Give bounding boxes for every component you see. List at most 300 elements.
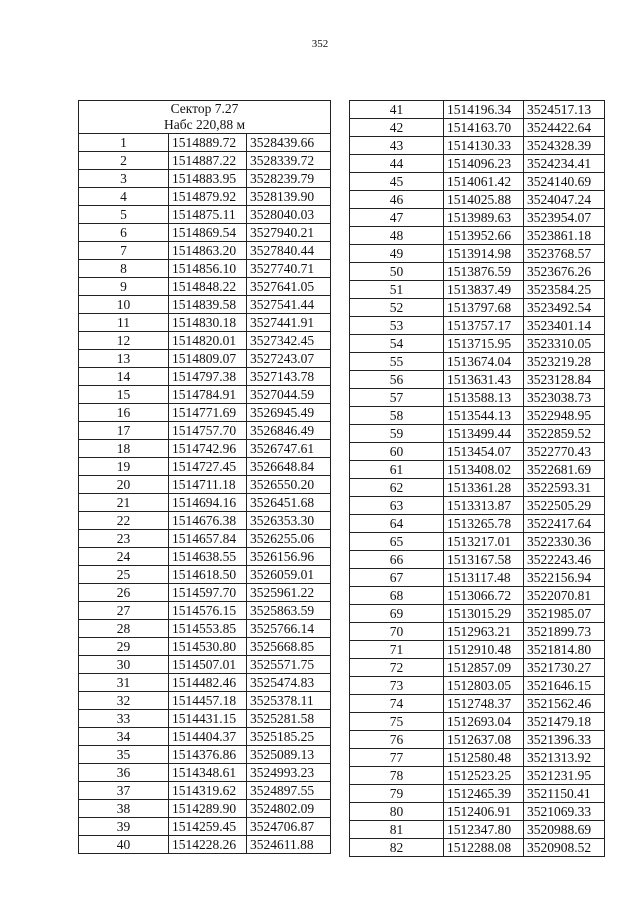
x-coordinate: 1512637.08: [444, 731, 524, 749]
y-coordinate: 3523676.26: [524, 263, 605, 281]
x-coordinate: 1514809.07: [169, 350, 247, 368]
y-coordinate: 3528239.79: [247, 170, 331, 188]
y-coordinate: 3525474.83: [247, 674, 331, 692]
y-coordinate: 3527342.45: [247, 332, 331, 350]
table-row: [350, 317, 605, 335]
point-number: 1: [79, 134, 169, 152]
x-coordinate: 1514784.91: [169, 386, 247, 404]
x-coordinate: 1514061.42: [444, 173, 524, 191]
x-coordinate: 1513499.44: [444, 425, 524, 443]
table-row: [79, 332, 331, 350]
table-body-right: [350, 101, 605, 857]
table-row: [350, 119, 605, 137]
y-coordinate: 3522505.29: [524, 497, 605, 515]
x-coordinate: 1514879.92: [169, 188, 247, 206]
x-coordinate: 1513454.07: [444, 443, 524, 461]
y-coordinate: 3522156.94: [524, 569, 605, 587]
y-coordinate: 3523128.84: [524, 371, 605, 389]
point-number: 73: [350, 677, 444, 695]
y-coordinate: 3526353.30: [247, 512, 331, 530]
x-coordinate: 1514348.61: [169, 764, 247, 782]
y-coordinate: 3523861.18: [524, 227, 605, 245]
x-coordinate: 1514757.70: [169, 422, 247, 440]
coordinates-table-left: [78, 100, 331, 854]
table-row: [350, 335, 605, 353]
x-coordinate: 1513167.58: [444, 551, 524, 569]
point-number: 6: [79, 224, 169, 242]
table-row: [350, 659, 605, 677]
table-row: [350, 209, 605, 227]
x-coordinate: 1513674.04: [444, 353, 524, 371]
table-row: [350, 731, 605, 749]
x-coordinate: 1514289.90: [169, 800, 247, 818]
y-coordinate: 3527840.44: [247, 242, 331, 260]
x-coordinate: 1513715.95: [444, 335, 524, 353]
point-number: 70: [350, 623, 444, 641]
table-row: [79, 530, 331, 548]
x-coordinate: 1513837.49: [444, 281, 524, 299]
table-row: [79, 494, 331, 512]
x-coordinate: 1514196.34: [444, 101, 524, 119]
x-coordinate: 1513797.68: [444, 299, 524, 317]
y-coordinate: 3521069.33: [524, 803, 605, 821]
table-row: [350, 173, 605, 191]
y-coordinate: 3527641.05: [247, 278, 331, 296]
y-coordinate: 3522593.31: [524, 479, 605, 497]
y-coordinate: 3526945.49: [247, 404, 331, 422]
x-coordinate: 1513265.78: [444, 515, 524, 533]
table-row: [79, 602, 331, 620]
point-number: 68: [350, 587, 444, 605]
point-number: 34: [79, 728, 169, 746]
point-number: 50: [350, 263, 444, 281]
point-number: 60: [350, 443, 444, 461]
x-coordinate: 1512910.48: [444, 641, 524, 659]
x-coordinate: 1514597.70: [169, 584, 247, 602]
point-number: 76: [350, 731, 444, 749]
point-number: 40: [79, 836, 169, 854]
x-coordinate: 1514771.69: [169, 404, 247, 422]
table-row: [350, 623, 605, 641]
point-number: 79: [350, 785, 444, 803]
x-coordinate: 1514638.55: [169, 548, 247, 566]
point-number: 36: [79, 764, 169, 782]
y-coordinate: 3526846.49: [247, 422, 331, 440]
y-coordinate: 3523401.14: [524, 317, 605, 335]
x-coordinate: 1514657.84: [169, 530, 247, 548]
x-coordinate: 1513313.87: [444, 497, 524, 515]
x-coordinate: 1514404.37: [169, 728, 247, 746]
sector-height: Набс 220,88 м: [163, 117, 246, 132]
table-row: [350, 605, 605, 623]
x-coordinate: 1513066.72: [444, 587, 524, 605]
y-coordinate: 3523219.28: [524, 353, 605, 371]
x-coordinate: 1513544.13: [444, 407, 524, 425]
x-coordinate: 1513588.13: [444, 389, 524, 407]
point-number: 18: [79, 440, 169, 458]
point-number: 33: [79, 710, 169, 728]
point-number: 9: [79, 278, 169, 296]
x-coordinate: 1514530.80: [169, 638, 247, 656]
y-coordinate: 3522770.43: [524, 443, 605, 461]
x-coordinate: 1514887.22: [169, 152, 247, 170]
table-row: [350, 839, 605, 857]
x-coordinate: 1513408.02: [444, 461, 524, 479]
x-coordinate: 1512748.37: [444, 695, 524, 713]
point-number: 25: [79, 566, 169, 584]
y-coordinate: 3523768.57: [524, 245, 605, 263]
y-coordinate: 3524802.09: [247, 800, 331, 818]
y-coordinate: 3527243.07: [247, 350, 331, 368]
point-number: 59: [350, 425, 444, 443]
sector-header: [79, 101, 331, 134]
table-row: [79, 188, 331, 206]
point-number: 75: [350, 713, 444, 731]
coordinates-table-right: [349, 100, 605, 857]
point-number: 23: [79, 530, 169, 548]
y-coordinate: 3522417.64: [524, 515, 605, 533]
point-number: 52: [350, 299, 444, 317]
point-number: 63: [350, 497, 444, 515]
table-row: [79, 800, 331, 818]
y-coordinate: 3527940.21: [247, 224, 331, 242]
table-row: [350, 245, 605, 263]
table-row: [350, 443, 605, 461]
x-coordinate: 1514856.10: [169, 260, 247, 278]
x-coordinate: 1512857.09: [444, 659, 524, 677]
point-number: 69: [350, 605, 444, 623]
table-row: [350, 425, 605, 443]
point-number: 46: [350, 191, 444, 209]
x-coordinate: 1512803.05: [444, 677, 524, 695]
point-number: 24: [79, 548, 169, 566]
x-coordinate: 1514576.15: [169, 602, 247, 620]
x-coordinate: 1514869.54: [169, 224, 247, 242]
y-coordinate: 3522681.69: [524, 461, 605, 479]
y-coordinate: 3527441.91: [247, 314, 331, 332]
table-row: [350, 407, 605, 425]
table-row: [350, 227, 605, 245]
x-coordinate: 1514883.95: [169, 170, 247, 188]
y-coordinate: 3525281.58: [247, 710, 331, 728]
y-coordinate: 3521150.41: [524, 785, 605, 803]
y-coordinate: 3527143.78: [247, 368, 331, 386]
table-body-left: [79, 134, 331, 854]
table-row: [350, 551, 605, 569]
table-row: [79, 836, 331, 854]
y-coordinate: 3524234.41: [524, 155, 605, 173]
point-number: 4: [79, 188, 169, 206]
table-row: [350, 389, 605, 407]
y-coordinate: 3525571.75: [247, 656, 331, 674]
point-number: 62: [350, 479, 444, 497]
table-row: [79, 728, 331, 746]
y-coordinate: 3520908.52: [524, 839, 605, 857]
point-number: 51: [350, 281, 444, 299]
table-row: [350, 713, 605, 731]
table-row: [79, 260, 331, 278]
y-coordinate: 3522330.36: [524, 533, 605, 551]
y-coordinate: 3525089.13: [247, 746, 331, 764]
table-row: [79, 296, 331, 314]
y-coordinate: 3521231.95: [524, 767, 605, 785]
y-coordinate: 3524611.88: [247, 836, 331, 854]
x-coordinate: 1514319.62: [169, 782, 247, 800]
x-coordinate: 1514431.15: [169, 710, 247, 728]
table-header-row: [79, 101, 331, 134]
x-coordinate: 1513631.43: [444, 371, 524, 389]
point-number: 72: [350, 659, 444, 677]
point-number: 31: [79, 674, 169, 692]
x-coordinate: 1512963.21: [444, 623, 524, 641]
sector-title: Сектор 7.27: [170, 101, 239, 116]
y-coordinate: 3526550.20: [247, 476, 331, 494]
y-coordinate: 3525185.25: [247, 728, 331, 746]
x-coordinate: 1514889.72: [169, 134, 247, 152]
x-coordinate: 1514694.16: [169, 494, 247, 512]
table-row: [350, 299, 605, 317]
y-coordinate: 3524897.55: [247, 782, 331, 800]
y-coordinate: 3525378.11: [247, 692, 331, 710]
y-coordinate: 3525668.85: [247, 638, 331, 656]
y-coordinate: 3524517.13: [524, 101, 605, 119]
y-coordinate: 3524328.39: [524, 137, 605, 155]
y-coordinate: 3525863.59: [247, 602, 331, 620]
table-row: [79, 638, 331, 656]
x-coordinate: 1514259.45: [169, 818, 247, 836]
table-row: [79, 674, 331, 692]
point-number: 45: [350, 173, 444, 191]
point-number: 78: [350, 767, 444, 785]
point-number: 11: [79, 314, 169, 332]
table-row: [79, 152, 331, 170]
y-coordinate: 3523954.07: [524, 209, 605, 227]
table-row: [350, 749, 605, 767]
point-number: 64: [350, 515, 444, 533]
point-number: 71: [350, 641, 444, 659]
table-row: [350, 479, 605, 497]
table-row: [79, 620, 331, 638]
y-coordinate: 3527044.59: [247, 386, 331, 404]
y-coordinate: 3528439.66: [247, 134, 331, 152]
table-row: [350, 533, 605, 551]
point-number: 5: [79, 206, 169, 224]
table-row: [79, 512, 331, 530]
point-number: 15: [79, 386, 169, 404]
point-number: 65: [350, 533, 444, 551]
table-row: [79, 440, 331, 458]
point-number: 29: [79, 638, 169, 656]
x-coordinate: 1512465.39: [444, 785, 524, 803]
point-number: 61: [350, 461, 444, 479]
y-coordinate: 3523310.05: [524, 335, 605, 353]
x-coordinate: 1514376.86: [169, 746, 247, 764]
point-number: 58: [350, 407, 444, 425]
table-row: [350, 371, 605, 389]
x-coordinate: 1514163.70: [444, 119, 524, 137]
x-coordinate: 1513757.17: [444, 317, 524, 335]
x-coordinate: 1514457.18: [169, 692, 247, 710]
x-coordinate: 1514130.33: [444, 137, 524, 155]
point-number: 81: [350, 821, 444, 839]
y-coordinate: 3528139.90: [247, 188, 331, 206]
x-coordinate: 1513217.01: [444, 533, 524, 551]
x-coordinate: 1513117.48: [444, 569, 524, 587]
x-coordinate: 1512406.91: [444, 803, 524, 821]
table-row: [79, 692, 331, 710]
x-coordinate: 1514797.38: [169, 368, 247, 386]
y-coordinate: 3524140.69: [524, 173, 605, 191]
table-row: [79, 656, 331, 674]
y-coordinate: 3522859.52: [524, 425, 605, 443]
point-number: 37: [79, 782, 169, 800]
table-row: [350, 803, 605, 821]
y-coordinate: 3522948.95: [524, 407, 605, 425]
x-coordinate: 1513952.66: [444, 227, 524, 245]
y-coordinate: 3525961.22: [247, 584, 331, 602]
y-coordinate: 3526451.68: [247, 494, 331, 512]
table-row: [79, 206, 331, 224]
table-row: [79, 134, 331, 152]
table-row: [350, 587, 605, 605]
table-row: [79, 386, 331, 404]
y-coordinate: 3521985.07: [524, 605, 605, 623]
point-number: 26: [79, 584, 169, 602]
point-number: 12: [79, 332, 169, 350]
point-number: 21: [79, 494, 169, 512]
point-number: 57: [350, 389, 444, 407]
y-coordinate: 3524047.24: [524, 191, 605, 209]
y-coordinate: 3522070.81: [524, 587, 605, 605]
y-coordinate: 3524993.23: [247, 764, 331, 782]
point-number: 16: [79, 404, 169, 422]
x-coordinate: 1514830.18: [169, 314, 247, 332]
y-coordinate: 3523584.25: [524, 281, 605, 299]
point-number: 54: [350, 335, 444, 353]
table-row: [350, 569, 605, 587]
point-number: 49: [350, 245, 444, 263]
table-row: [79, 566, 331, 584]
point-number: 56: [350, 371, 444, 389]
point-number: 10: [79, 296, 169, 314]
y-coordinate: 3521479.18: [524, 713, 605, 731]
y-coordinate: 3521899.73: [524, 623, 605, 641]
table-row: [79, 476, 331, 494]
table-row: [350, 821, 605, 839]
x-coordinate: 1514618.50: [169, 566, 247, 584]
table-row: [350, 461, 605, 479]
x-coordinate: 1513015.29: [444, 605, 524, 623]
table-row: [79, 584, 331, 602]
x-coordinate: 1513361.28: [444, 479, 524, 497]
table-row: [350, 101, 605, 119]
y-coordinate: 3523492.54: [524, 299, 605, 317]
point-number: 67: [350, 569, 444, 587]
point-number: 22: [79, 512, 169, 530]
y-coordinate: 3526059.01: [247, 566, 331, 584]
x-coordinate: 1514727.45: [169, 458, 247, 476]
y-coordinate: 3521396.33: [524, 731, 605, 749]
x-coordinate: 1514863.20: [169, 242, 247, 260]
y-coordinate: 3528040.03: [247, 206, 331, 224]
point-number: 74: [350, 695, 444, 713]
table-row: [350, 677, 605, 695]
point-number: 28: [79, 620, 169, 638]
table-row: [79, 368, 331, 386]
table-row: [79, 764, 331, 782]
table-row: [79, 224, 331, 242]
point-number: 38: [79, 800, 169, 818]
point-number: 82: [350, 839, 444, 857]
point-number: 66: [350, 551, 444, 569]
table-row: [79, 170, 331, 188]
table-row: [79, 404, 331, 422]
y-coordinate: 3520988.69: [524, 821, 605, 839]
table-row: [79, 710, 331, 728]
point-number: 80: [350, 803, 444, 821]
y-coordinate: 3526156.96: [247, 548, 331, 566]
x-coordinate: 1513914.98: [444, 245, 524, 263]
x-coordinate: 1512580.48: [444, 749, 524, 767]
table-row: [350, 281, 605, 299]
x-coordinate: 1513876.59: [444, 263, 524, 281]
x-coordinate: 1514875.11: [169, 206, 247, 224]
table-row: [350, 191, 605, 209]
point-number: 43: [350, 137, 444, 155]
point-number: 8: [79, 260, 169, 278]
table-row: [350, 137, 605, 155]
table-row: [350, 155, 605, 173]
x-coordinate: 1514820.01: [169, 332, 247, 350]
table-row: [79, 278, 331, 296]
table-row: [79, 782, 331, 800]
point-number: 35: [79, 746, 169, 764]
point-number: 44: [350, 155, 444, 173]
point-number: 20: [79, 476, 169, 494]
point-number: 39: [79, 818, 169, 836]
x-coordinate: 1514848.22: [169, 278, 247, 296]
point-number: 14: [79, 368, 169, 386]
x-coordinate: 1512523.25: [444, 767, 524, 785]
table-row: [79, 422, 331, 440]
x-coordinate: 1512288.08: [444, 839, 524, 857]
table-row: [79, 314, 331, 332]
point-number: 48: [350, 227, 444, 245]
y-coordinate: 3521730.27: [524, 659, 605, 677]
table-row: [79, 548, 331, 566]
table-row: [350, 263, 605, 281]
point-number: 47: [350, 209, 444, 227]
table-row: [79, 242, 331, 260]
y-coordinate: 3524706.87: [247, 818, 331, 836]
point-number: 7: [79, 242, 169, 260]
point-number: 42: [350, 119, 444, 137]
x-coordinate: 1512693.04: [444, 713, 524, 731]
point-number: 32: [79, 692, 169, 710]
y-coordinate: 3526255.06: [247, 530, 331, 548]
x-coordinate: 1514507.01: [169, 656, 247, 674]
x-coordinate: 1514839.58: [169, 296, 247, 314]
x-coordinate: 1513989.63: [444, 209, 524, 227]
table-row: [79, 350, 331, 368]
x-coordinate: 1514553.85: [169, 620, 247, 638]
point-number: 27: [79, 602, 169, 620]
x-coordinate: 1514742.96: [169, 440, 247, 458]
y-coordinate: 3526648.84: [247, 458, 331, 476]
table-row: [350, 353, 605, 371]
y-coordinate: 3521313.92: [524, 749, 605, 767]
y-coordinate: 3528339.72: [247, 152, 331, 170]
